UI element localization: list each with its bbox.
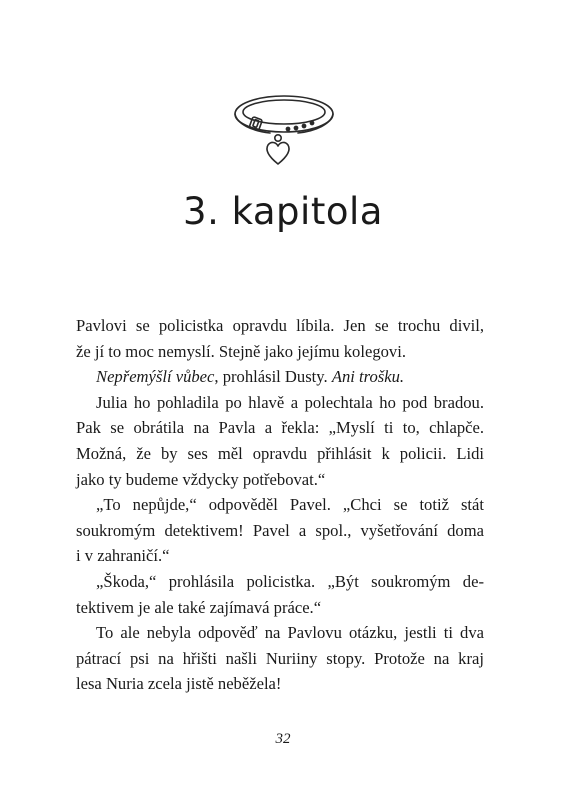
text-line: lesa Nuria zcela jistě neběžela!: [76, 674, 282, 694]
text-line: Možná, že by ses měl opravdu přihlásit k policii. Lidi: [76, 443, 484, 463]
paragraph: [76, 569, 484, 620]
italic-text: Nepřemýšlí vůbec: [96, 367, 215, 387]
text-line: Julia ho pohladila po hlavě a polechtala ho pod bradou.: [96, 392, 484, 412]
text-run: , prohlásil Dusty.: [214, 367, 332, 387]
text-line: Pak se obrátila na Pavla a řekla: „Myslí ti to, chlapče.: [76, 418, 484, 438]
text-line: i v zahraničí.“: [76, 546, 170, 566]
paragraph: [76, 620, 484, 697]
text-line: „Škoda,“ prohlásila policistka. „Být soukromým de-: [96, 571, 484, 591]
text-line: pátrací psi na hřišti našli Nuriiny stopy. Protože na kraj: [76, 648, 484, 668]
page-number: 32: [275, 731, 291, 747]
paragraph: [76, 390, 484, 492]
paragraph: [76, 364, 484, 390]
text-line: že jí to moc nemyslí. Stejně jako jejímu kolegovi.: [76, 341, 406, 361]
text-line: soukromým detektivem! Pavel a spol., vyšetřování doma: [76, 520, 484, 540]
text-line: „To nepůjde,“ odpověděl Pavel. „Chci se totiž stát: [96, 495, 484, 515]
text-line: Pavlovi se policistka opravdu líbila. Jen se trochu divil,: [76, 316, 484, 335]
collar-with-heart-tag-icon: [230, 88, 338, 170]
italic-text: Ani trošku.: [331, 367, 405, 387]
paragraph: [76, 313, 484, 364]
paragraph: [76, 492, 484, 569]
text-line: tektivem je ale také zajímavá práce.“: [76, 597, 322, 617]
text-line: jako ty budeme vždycky potřebovat.“: [76, 469, 326, 489]
text-line: To ale nebyla odpověď na Pavlovu otázku, jestli ti dva: [96, 623, 484, 643]
chapter-title: 3. kapitola: [183, 190, 383, 233]
body-text: [76, 313, 484, 697]
